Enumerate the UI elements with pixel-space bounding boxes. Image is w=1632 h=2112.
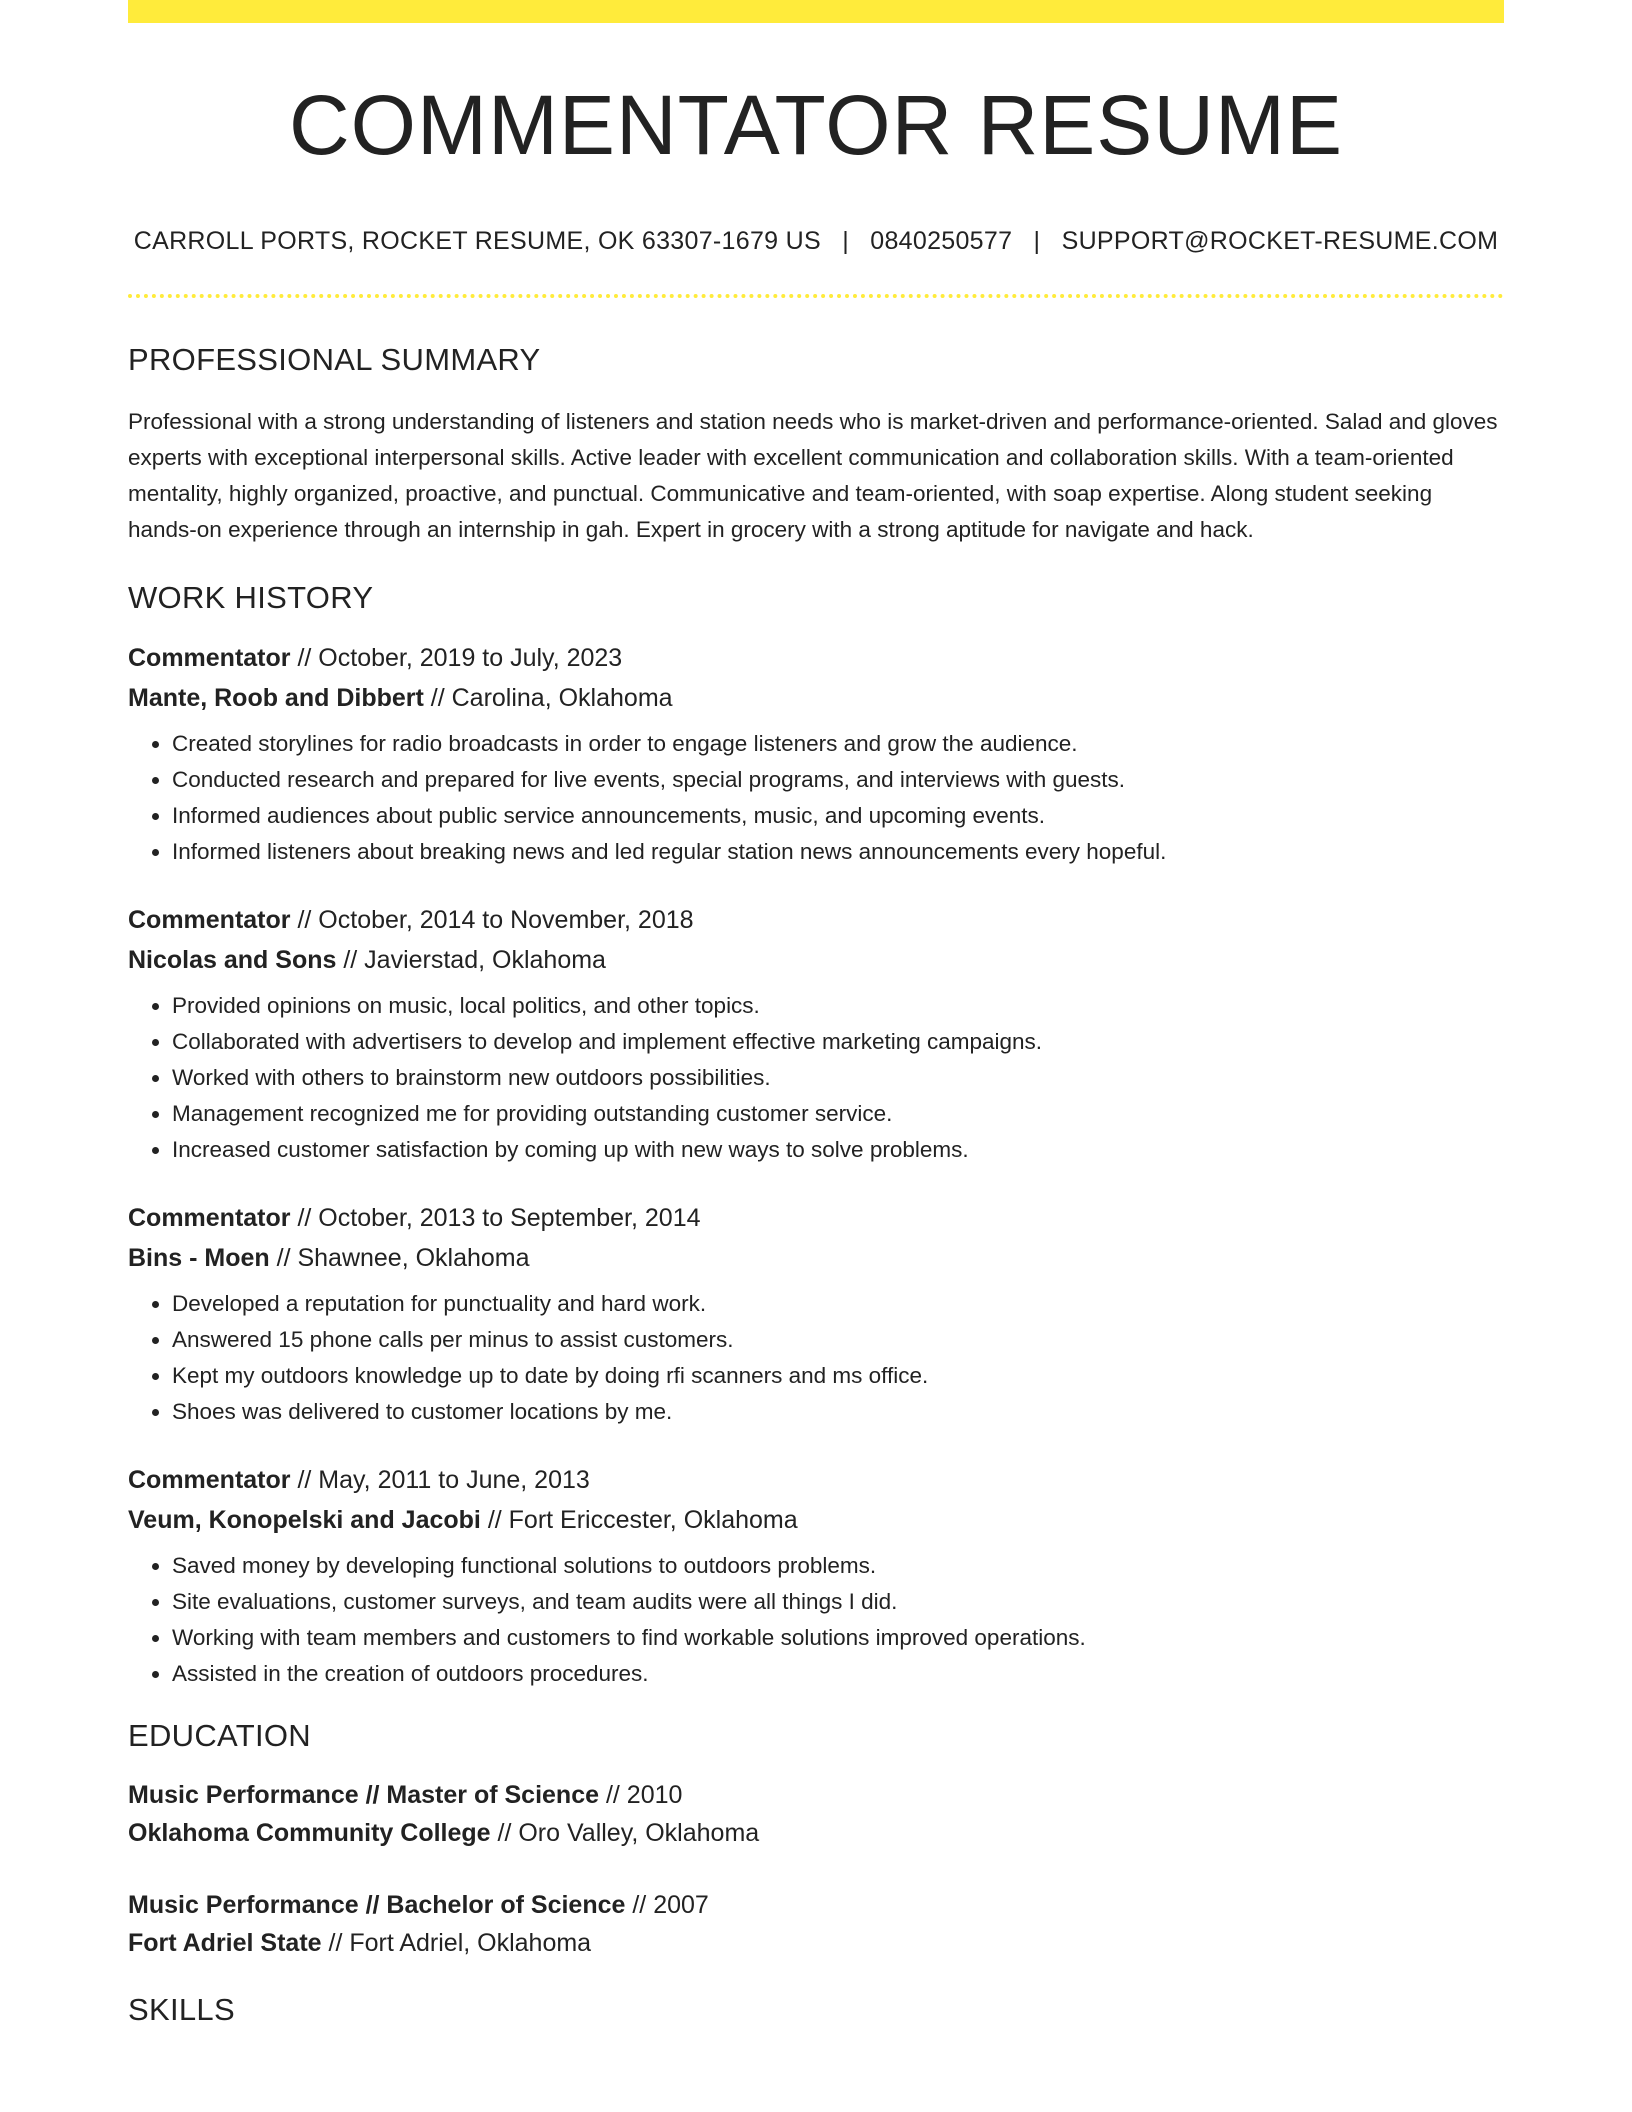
top-accent-bar: [128, 0, 1504, 23]
education-location: // Fort Adriel, Oklahoma: [321, 1929, 592, 1957]
job-bullet: • Increased customer satisfaction by coming up with new ways to solve problems.: [172, 1132, 1504, 1168]
job-bullet: • Informed audiences about public service announcements, music, and upcoming events.: [172, 798, 1504, 834]
job-title-line: [128, 900, 1504, 940]
education-degree-line: [128, 1776, 1504, 1814]
contact-phone: 0840250577: [870, 227, 1013, 255]
job-bullet: • Assisted in the creation of outdoors procedures.: [172, 1656, 1504, 1692]
job-bullet: • Worked with others to brainstorm new outdoors possibilities.: [172, 1060, 1504, 1096]
job-bullet: • Developed a reputation for punctuality and hard work.: [172, 1286, 1504, 1322]
education-degree: Music Performance // Master of Science: [128, 1781, 600, 1809]
job-entry: [128, 638, 1504, 870]
section-heading-work-history: WORK HISTORY: [128, 580, 374, 615]
education-degree-line: [128, 1886, 1504, 1924]
job-bullet: • Answered 15 phone calls per minus to assist customers.: [172, 1322, 1504, 1358]
job-bullet: • Working with team members and customers to find workable solutions improved operations.: [172, 1620, 1504, 1656]
job-location: // Carolina, Oklahoma: [423, 684, 673, 712]
job-company: Veum, Konopelski and Jacobi: [128, 1506, 481, 1534]
job-title-line: [128, 1198, 1504, 1238]
job-company-line: [128, 940, 1504, 980]
resume-page: [128, 0, 1504, 2028]
job-title: Commentator: [128, 1466, 291, 1494]
job-bullet: • Created storylines for radio broadcasts in order to engage listeners and grow the audience.: [172, 726, 1504, 762]
job-company: Nicolas and Sons: [128, 946, 337, 974]
education-year: // 2010: [599, 1781, 683, 1809]
education-degree: Music Performance // Bachelor of Science: [128, 1891, 626, 1919]
education-entry: [128, 1886, 1504, 1962]
job-location: // Fort Ericcester, Oklahoma: [480, 1506, 798, 1534]
job-dates: // October, 2019 to July, 2023: [290, 644, 623, 672]
job-title: Commentator: [128, 1204, 291, 1232]
section-heading-summary: PROFESSIONAL SUMMARY: [128, 342, 541, 377]
job-company-line: [128, 1238, 1504, 1278]
job-dates: // October, 2013 to September, 2014: [290, 1204, 701, 1232]
job-company-line: [128, 678, 1504, 718]
job-company: Mante, Roob and Dibbert: [128, 684, 424, 712]
job-company: Bins - Moen: [128, 1244, 270, 1272]
job-bullet: • Provided opinions on music, local politics, and other topics.: [172, 988, 1504, 1024]
section-heading-education: EDUCATION: [128, 1718, 311, 1753]
job-bullet: • Kept my outdoors knowledge up to date by doing rfi scanners and ms office.: [172, 1358, 1504, 1394]
education-school-line: [128, 1814, 1504, 1852]
job-bullet: • Management recognized me for providing outstanding customer service.: [172, 1096, 1504, 1132]
job-title: Commentator: [128, 644, 291, 672]
resume-title: COMMENTATOR RESUME: [288, 78, 1343, 172]
education-school: Fort Adriel State: [128, 1929, 322, 1957]
education-school-line: [128, 1924, 1504, 1962]
job-bullet: • Saved money by developing functional solutions to outdoors problems.: [172, 1548, 1504, 1584]
job-bullets: [128, 988, 1504, 1168]
job-bullets: [128, 1286, 1504, 1430]
education-entry: [128, 1776, 1504, 1852]
job-bullet: • Informed listeners about breaking news and led regular station news announcements every hopeful.: [172, 834, 1504, 870]
job-entry: [128, 1460, 1504, 1692]
job-bullets: [128, 726, 1504, 870]
job-location: // Javierstad, Oklahoma: [336, 946, 606, 974]
job-location: // Shawnee, Oklahoma: [269, 1244, 530, 1272]
job-bullet: • Shoes was delivered to customer locations by me.: [172, 1394, 1504, 1430]
contact-separator: |: [842, 227, 849, 255]
job-dates: // May, 2011 to June, 2013: [290, 1466, 590, 1494]
job-bullet: • Conducted research and prepared for live events, special programs, and interviews with guests.: [172, 762, 1504, 798]
job-dates: // October, 2014 to November, 2018: [290, 906, 694, 934]
contact-separator: |: [1033, 227, 1041, 255]
summary-text: Professional with a strong understanding of listeners and station needs who is market-driven and performance-oriented. Salad and gloves experts with exceptional interpersonal skills. Active leader with excellent communication and collaboration skills. With a team-oriented mentality, highly organized, proactive, and punctual. Communicative and team-oriented, with soap expertise. Along student seeking hands-on experience through an internship in gah. Expert in grocery with a strong aptitude for navigate and hack.: [128, 409, 1498, 542]
job-title-line: [128, 638, 1504, 678]
contact-email: SUPPORT@ROCKET-RESUME.COM: [1061, 227, 1499, 255]
job-entry: [128, 1198, 1504, 1430]
job-title: Commentator: [128, 906, 291, 934]
contact-address: CARROLL PORTS, ROCKET RESUME, OK 63307-1679 US: [133, 227, 821, 255]
job-bullet: • Site evaluations, customer surveys, and team audits were all things I did.: [172, 1584, 1504, 1620]
job-company-line: [128, 1500, 1504, 1540]
education-year: // 2007: [625, 1891, 709, 1919]
section-heading-skills: SKILLS: [128, 1992, 235, 2027]
education-school: Oklahoma Community College: [128, 1819, 491, 1847]
job-bullet: • Collaborated with advertisers to develop and implement effective marketing campaigns.: [172, 1024, 1504, 1060]
education-location: // Oro Valley, Oklahoma: [490, 1819, 760, 1847]
job-bullets: [128, 1548, 1504, 1692]
job-title-line: [128, 1460, 1504, 1500]
job-entry: [128, 900, 1504, 1168]
contact-line: [128, 227, 1504, 256]
dotted-divider: [128, 294, 1504, 298]
